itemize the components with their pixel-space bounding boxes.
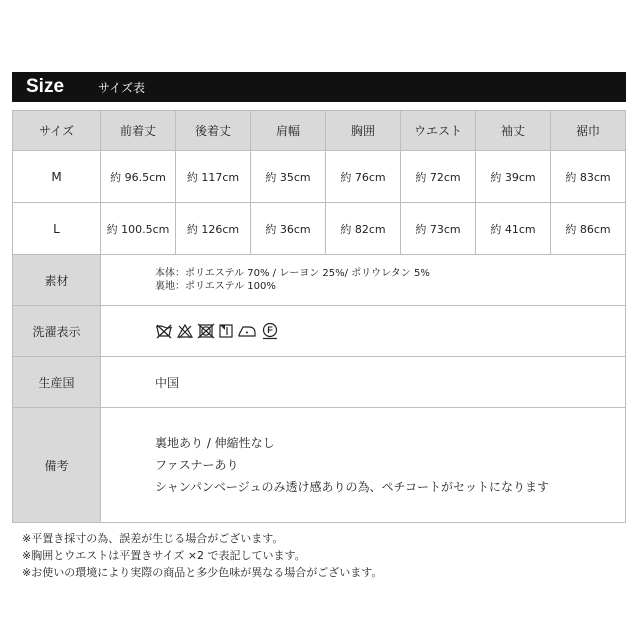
care-info (101, 306, 626, 357)
table-cell: 約 96.5cm (101, 151, 176, 203)
header-bar (12, 72, 626, 102)
footnotes (22, 530, 382, 581)
material-line: 本体：ポリエステル 70% / レーヨン 25%/ ポリウレタン 5% (155, 268, 430, 279)
table-cell: 約 41cm (476, 203, 551, 255)
dry-clean-f-icon (260, 322, 280, 340)
column-header: 前着丈 (101, 111, 176, 151)
care-label: 洗濯表示 (13, 306, 101, 357)
column-header: ウエスト (401, 111, 476, 151)
table-cell: 約 36cm (251, 203, 326, 255)
table-row (13, 151, 626, 203)
table-cell: 約 86cm (551, 203, 626, 255)
no-tumble-dry-icon (197, 323, 215, 339)
no-wash-icon (155, 323, 173, 339)
column-header: 肩幅 (251, 111, 326, 151)
table-cell: 約 72cm (401, 151, 476, 203)
table-cell: 約 83cm (551, 151, 626, 203)
table-cell: 約 82cm (326, 203, 401, 255)
origin-row (13, 357, 626, 408)
care-row (13, 306, 626, 357)
care-icons (155, 322, 625, 340)
header-title: Size (26, 76, 65, 97)
material-row (13, 255, 626, 306)
header-subtitle: サイズ表 (98, 80, 146, 95)
footnote: ※平置き採寸の為、誤差が生じる場合がございます。 (22, 532, 284, 545)
table-cell: 約 73cm (401, 203, 476, 255)
low-iron-icon (237, 323, 257, 339)
table-cell: 約 76cm (326, 151, 401, 203)
table-cell: 約 117cm (176, 151, 251, 203)
table-header-row (13, 111, 626, 151)
remark-line: ファスナーあり (155, 458, 239, 472)
svg-text:F: F (267, 325, 273, 335)
column-header: 胸囲 (326, 111, 401, 151)
remarks-row (13, 408, 626, 523)
no-bleach-icon (176, 323, 194, 339)
table-cell: 約 100.5cm (101, 203, 176, 255)
material-line: 裏地：ポリエステル 100% (155, 281, 276, 292)
size-label: L (13, 203, 101, 255)
table-row (13, 203, 626, 255)
material-info (101, 255, 626, 306)
remarks-info (101, 408, 626, 523)
origin-value: 中国 (101, 357, 626, 408)
line-dry-shade-icon (218, 323, 234, 339)
size-label: M (13, 151, 101, 203)
table-cell: 約 35cm (251, 151, 326, 203)
table-cell: 約 126cm (176, 203, 251, 255)
column-header: 裾巾 (551, 111, 626, 151)
column-header: 袖丈 (476, 111, 551, 151)
origin-label: 生産国 (13, 357, 101, 408)
footnote: ※お使いの環境により実際の商品と多少色味が異なる場合がございます。 (22, 566, 383, 579)
remarks-label: 備考 (13, 408, 101, 523)
remark-line: 裏地あり / 伸縮性なし (155, 436, 275, 450)
remark-line: シャンパンベージュのみ透け感ありの為、ペチコートがセットになります (155, 480, 549, 494)
material-label: 素材 (13, 255, 101, 306)
column-header: サイズ (13, 111, 101, 151)
footnote: ※胸囲とウエストは平置きサイズ ×2 で表記しています。 (22, 549, 306, 562)
column-header: 後着丈 (176, 111, 251, 151)
table-cell: 約 39cm (476, 151, 551, 203)
size-table (12, 110, 626, 523)
